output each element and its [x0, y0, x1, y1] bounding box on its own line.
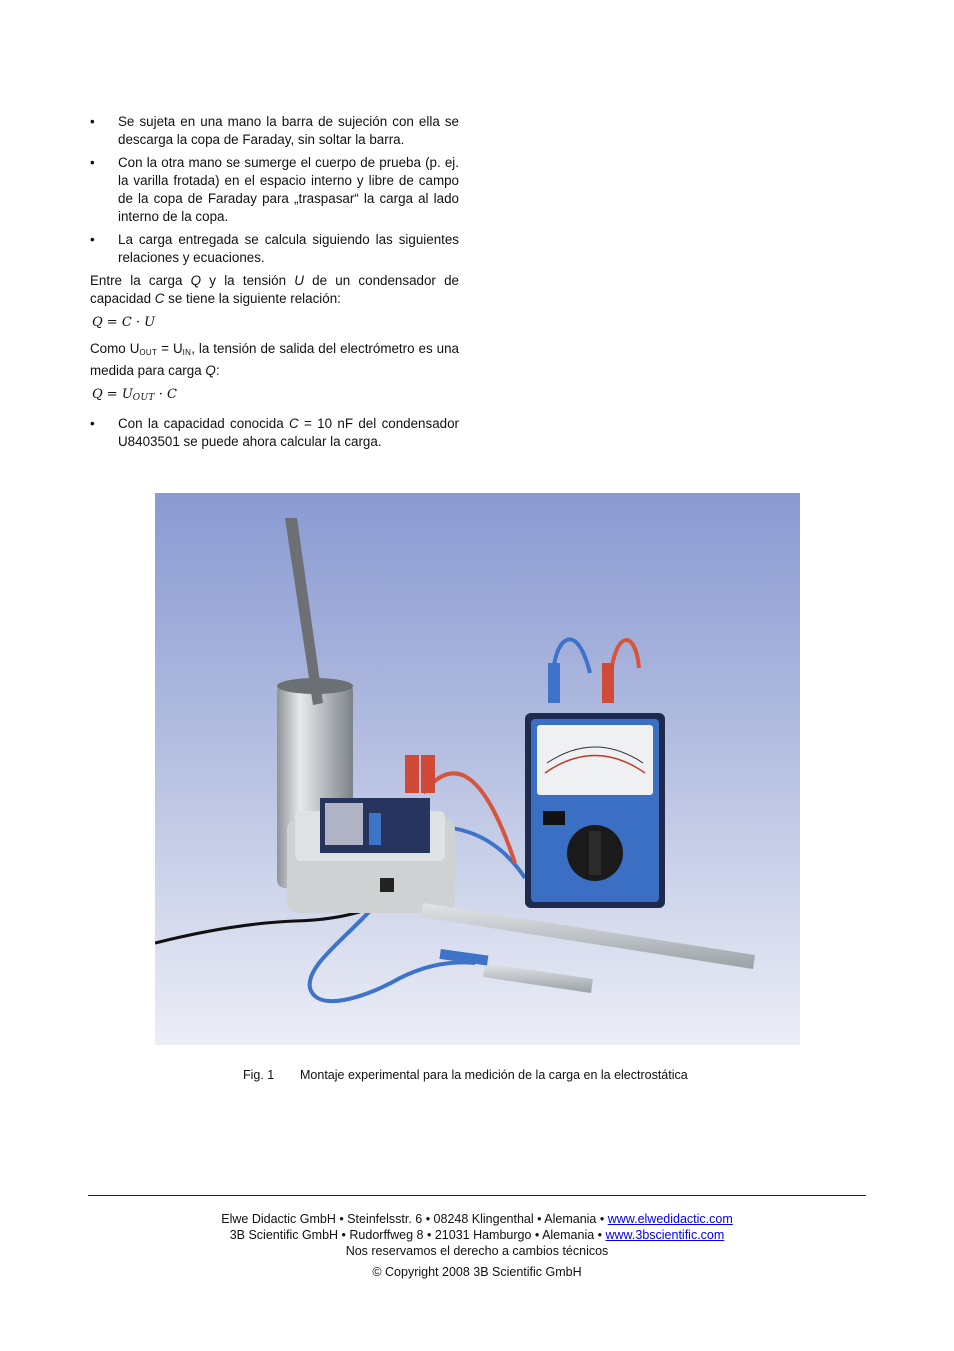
formula-q-uout: $Q = U_{OUT} \cdot C$	[92, 387, 177, 403]
footer	[88, 1211, 866, 1280]
bullet-text: Con la capacidad conocida C = 10 nF del condensador U8403501 se puede ahora calcular la carga.	[118, 416, 459, 449]
figure-caption	[243, 1068, 688, 1082]
figure-caption-text: Montaje experimental para la medición de la carga en la electrostática	[300, 1068, 688, 1082]
footer-copyright: © Copyright 2008 3B Scientific GmbH	[372, 1265, 582, 1279]
bullet-text: Con la otra mano se sumerge el cuerpo de prueba (p. ej. la varilla frotada) en el espacio interno y libre de campo de la copa de Faraday para „traspasar“ la carga al lado interno de la copa.	[118, 155, 459, 224]
elwedidactic-link[interactable]: www.elwedidactic.com	[607, 1212, 733, 1226]
formula-q-cu: Q = C · U	[92, 315, 156, 330]
bullet-item: • La carga entregada se calcula siguiendo las siguientes relaciones y ecuaciones.	[90, 232, 459, 265]
experiment-photo	[155, 493, 800, 1045]
paragraph-relation: Entre la carga Q y la tensión U de un condensador de capacidad C se tiene la siguiente relación:	[90, 273, 459, 306]
bullet-text: Se sujeta en una mano la barra de sujeción con ella se descarga la copa de Faraday, sin soltar la barra.	[118, 114, 459, 147]
footer-disclaimer: Nos reservamos el derecho a cambios técnicos	[345, 1244, 609, 1258]
footer-divider	[88, 1195, 866, 1196]
footer-line-elwe: Elwe Didactic GmbH • Steinfelsstr. 6 • 08248 Klingenthal • Alemania • www.elwedidactic.com	[221, 1212, 733, 1226]
3bscientific-link[interactable]: www.3bscientific.com	[605, 1228, 725, 1242]
bullet-item: • Se sujeta en una mano la barra de sujeción con ella se descarga la copa de Faraday, sin soltar la barra.	[90, 114, 459, 147]
figure-label: Fig. 1	[243, 1068, 275, 1082]
footer-line-3b: 3B Scientific GmbH • Rudorffweg 8 • 21031 Hamburgo • Alemania • www.3bscientific.com	[229, 1228, 725, 1242]
bullet-text: La carga entregada se calcula siguiendo las siguientes relaciones y ecuaciones.	[118, 232, 459, 265]
bullet-item: • Con la capacidad conocida C = 10 nF del condensador U8403501 se puede ahora calcular la carga.	[90, 416, 459, 449]
experiment-illustration	[155, 493, 800, 1045]
paragraph-output-voltage: Como $U_{OUT} = U_{IN}$, la tensión de salida del electrómetro es una medida para carga Q:	[90, 341, 459, 378]
bullet-item: • Con la otra mano se sumerge el cuerpo de prueba (p. ej. la varilla frotada) en el espacio interno y libre de campo de la copa de Faraday para „traspasar“ la carga al lado interno de la copa.	[90, 155, 459, 224]
text-column	[90, 113, 459, 456]
